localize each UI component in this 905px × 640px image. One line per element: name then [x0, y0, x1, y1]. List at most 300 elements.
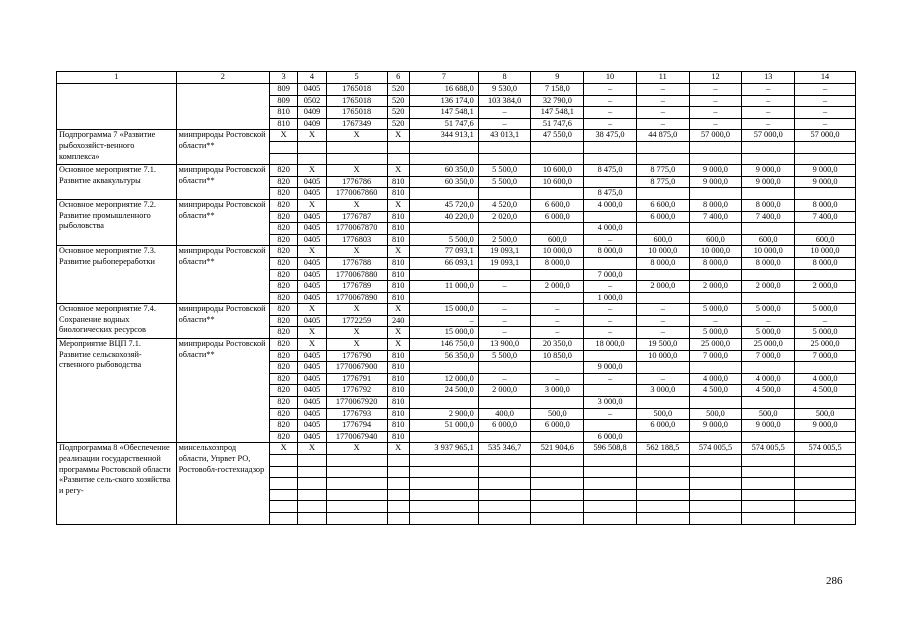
value-cell: 810: [387, 188, 409, 200]
value-cell: 820: [269, 385, 297, 397]
value-cell: 8 000,0: [689, 257, 742, 269]
column-header: 11: [636, 72, 689, 84]
value-cell: 1770067920: [326, 397, 387, 409]
value-cell: 1776788: [326, 257, 387, 269]
value-cell: 44 875,0: [636, 130, 689, 142]
value-cell: [689, 153, 742, 165]
table-row: [57, 84, 856, 96]
value-cell: 2 000,0: [742, 281, 795, 293]
value-cell: 810: [387, 350, 409, 362]
value-cell: [478, 512, 531, 524]
value-cell: 5 000,0: [689, 304, 742, 316]
value-cell: [636, 512, 689, 524]
value-cell: [326, 489, 387, 501]
value-cell: 43 013,1: [478, 130, 531, 142]
value-cell: –: [531, 304, 584, 316]
value-cell: 25 000,0: [742, 339, 795, 351]
value-cell: 600,0: [689, 234, 742, 246]
value-cell: 1776794: [326, 420, 387, 432]
value-cell: 820: [269, 431, 297, 443]
value-cell: X: [298, 130, 326, 142]
value-cell: [689, 501, 742, 513]
value-cell: 574 005,5: [742, 443, 795, 455]
value-cell: [689, 478, 742, 490]
value-cell: 0405: [298, 234, 326, 246]
value-cell: [584, 501, 637, 513]
value-cell: X: [269, 130, 297, 142]
value-cell: –: [478, 304, 531, 316]
value-cell: 820: [269, 223, 297, 235]
value-cell: X: [298, 199, 326, 211]
value-cell: 4 000,0: [689, 373, 742, 385]
value-cell: X: [298, 443, 326, 455]
value-cell: 9 000,0: [742, 420, 795, 432]
value-cell: 51 747,6: [409, 118, 478, 130]
value-cell: 24 500,0: [409, 385, 478, 397]
value-cell: 38 475,0: [584, 130, 637, 142]
value-cell: [531, 501, 584, 513]
value-cell: X: [326, 130, 387, 142]
value-cell: [409, 455, 478, 467]
value-cell: [409, 489, 478, 501]
value-cell: [584, 512, 637, 524]
value-cell: 4 500,0: [742, 385, 795, 397]
value-cell: 500,0: [795, 408, 856, 420]
value-cell: 810: [387, 420, 409, 432]
value-cell: [584, 153, 637, 165]
value-cell: [584, 257, 637, 269]
value-cell: 0405: [298, 223, 326, 235]
value-cell: [409, 153, 478, 165]
value-cell: [584, 211, 637, 223]
value-cell: 0405: [298, 420, 326, 432]
value-cell: [478, 292, 531, 304]
value-cell: 60 350,0: [409, 165, 478, 177]
value-cell: [689, 362, 742, 374]
value-cell: –: [584, 315, 637, 327]
value-cell: [531, 269, 584, 281]
value-cell: 19 093,1: [478, 246, 531, 258]
value-cell: 600,0: [531, 234, 584, 246]
value-cell: 0405: [298, 211, 326, 223]
value-cell: [689, 223, 742, 235]
column-header: 7: [409, 72, 478, 84]
value-cell: [689, 431, 742, 443]
value-cell: 1776792: [326, 385, 387, 397]
value-cell: –: [584, 281, 637, 293]
value-cell: 1776803: [326, 234, 387, 246]
value-cell: 10 000,0: [636, 246, 689, 258]
value-cell: –: [584, 327, 637, 339]
value-cell: 7 400,0: [689, 211, 742, 223]
value-cell: 8 000,0: [795, 257, 856, 269]
value-cell: 0502: [298, 95, 326, 107]
value-cell: 10 600,0: [531, 165, 584, 177]
value-cell: 820: [269, 350, 297, 362]
value-cell: 0405: [298, 315, 326, 327]
value-cell: [689, 489, 742, 501]
value-cell: 820: [269, 176, 297, 188]
value-cell: 45 720,0: [409, 199, 478, 211]
value-cell: 0405: [298, 176, 326, 188]
value-cell: [531, 188, 584, 200]
value-cell: [795, 188, 856, 200]
table-row: [57, 339, 856, 351]
executor-cell: минприроды Ростовской области**: [176, 304, 269, 339]
value-cell: 521 904,6: [531, 443, 584, 455]
value-cell: [636, 269, 689, 281]
value-cell: 0405: [298, 269, 326, 281]
value-cell: –: [584, 84, 637, 96]
value-cell: [742, 141, 795, 153]
value-cell: 1770067870: [326, 223, 387, 235]
value-cell: 10 000,0: [795, 246, 856, 258]
value-cell: [795, 292, 856, 304]
budget-table: [56, 71, 856, 525]
value-cell: [409, 512, 478, 524]
value-cell: –: [636, 95, 689, 107]
value-cell: [531, 141, 584, 153]
table-row: [57, 199, 856, 211]
value-cell: [795, 153, 856, 165]
value-cell: 57 000,0: [795, 130, 856, 142]
value-cell: [409, 362, 478, 374]
value-cell: 146 750,0: [409, 339, 478, 351]
value-cell: [636, 292, 689, 304]
value-cell: [742, 455, 795, 467]
value-cell: 520: [387, 118, 409, 130]
value-cell: [409, 223, 478, 235]
value-cell: X: [269, 443, 297, 455]
value-cell: –: [742, 107, 795, 119]
value-cell: –: [689, 118, 742, 130]
column-header: 6: [387, 72, 409, 84]
value-cell: –: [584, 118, 637, 130]
value-cell: [584, 420, 637, 432]
value-cell: 500,0: [531, 408, 584, 420]
value-cell: 500,0: [689, 408, 742, 420]
value-cell: [531, 431, 584, 443]
value-cell: 0405: [298, 257, 326, 269]
value-cell: 136 174,0: [409, 95, 478, 107]
value-cell: 820: [269, 269, 297, 281]
value-cell: [387, 466, 409, 478]
value-cell: X: [298, 327, 326, 339]
value-cell: 7 000,0: [795, 350, 856, 362]
value-cell: [795, 455, 856, 467]
executor-cell: [176, 84, 269, 130]
value-cell: –: [689, 107, 742, 119]
table-row: [57, 304, 856, 316]
value-cell: 11 000,0: [409, 281, 478, 293]
value-cell: 12 000,0: [409, 373, 478, 385]
value-cell: 500,0: [636, 408, 689, 420]
value-cell: 8 775,0: [636, 176, 689, 188]
value-cell: 7 400,0: [795, 211, 856, 223]
value-cell: [742, 489, 795, 501]
value-cell: X: [387, 165, 409, 177]
value-cell: 4 500,0: [689, 385, 742, 397]
value-cell: 810: [387, 362, 409, 374]
value-cell: 6 000,0: [636, 420, 689, 432]
value-cell: 9 530,0: [478, 84, 531, 96]
value-cell: 6 000,0: [531, 211, 584, 223]
value-cell: 1770067900: [326, 362, 387, 374]
program-name-cell: Основное мероприятие 7.3. Развитие рыбопереработки: [57, 246, 177, 304]
value-cell: [387, 512, 409, 524]
value-cell: X: [387, 327, 409, 339]
value-cell: –: [409, 315, 478, 327]
column-header: 1: [57, 72, 177, 84]
program-name-cell: Основное мероприятие 7.1. Развитие аквакультуры: [57, 165, 177, 200]
value-cell: [689, 397, 742, 409]
value-cell: [409, 431, 478, 443]
value-cell: X: [326, 304, 387, 316]
value-cell: –: [742, 95, 795, 107]
value-cell: 0409: [298, 107, 326, 119]
value-cell: 15 000,0: [409, 327, 478, 339]
value-cell: [531, 153, 584, 165]
value-cell: X: [387, 339, 409, 351]
value-cell: 820: [269, 188, 297, 200]
value-cell: 820: [269, 327, 297, 339]
value-cell: 8 000,0: [636, 257, 689, 269]
value-cell: –: [636, 84, 689, 96]
value-cell: 810: [387, 269, 409, 281]
value-cell: 3 000,0: [584, 397, 637, 409]
value-cell: 810: [387, 373, 409, 385]
column-header: 13: [742, 72, 795, 84]
value-cell: 0405: [298, 281, 326, 293]
value-cell: X: [298, 304, 326, 316]
value-cell: 810: [387, 408, 409, 420]
value-cell: 5 500,0: [478, 165, 531, 177]
value-cell: [636, 455, 689, 467]
value-cell: 6 600,0: [636, 199, 689, 211]
value-cell: [689, 512, 742, 524]
value-cell: 1776786: [326, 176, 387, 188]
value-cell: 1776790: [326, 350, 387, 362]
value-cell: –: [636, 373, 689, 385]
value-cell: –: [742, 118, 795, 130]
value-cell: 1765018: [326, 95, 387, 107]
value-cell: [689, 141, 742, 153]
value-cell: [636, 362, 689, 374]
value-cell: [795, 431, 856, 443]
value-cell: –: [742, 315, 795, 327]
value-cell: [478, 501, 531, 513]
value-cell: 1765018: [326, 84, 387, 96]
value-cell: 2 500,0: [478, 234, 531, 246]
value-cell: 820: [269, 257, 297, 269]
value-cell: 0405: [298, 408, 326, 420]
value-cell: –: [478, 118, 531, 130]
value-cell: 810: [387, 176, 409, 188]
value-cell: 8 475,0: [584, 188, 637, 200]
value-cell: [478, 188, 531, 200]
value-cell: 0405: [298, 373, 326, 385]
column-header: 10: [584, 72, 637, 84]
value-cell: [795, 489, 856, 501]
value-cell: [478, 269, 531, 281]
value-cell: [795, 466, 856, 478]
value-cell: 1776787: [326, 211, 387, 223]
value-cell: 6 600,0: [531, 199, 584, 211]
value-cell: 7 000,0: [584, 269, 637, 281]
value-cell: 0405: [298, 292, 326, 304]
value-cell: –: [531, 373, 584, 385]
value-cell: 820: [269, 397, 297, 409]
executor-cell: минсельхозпрод области, Упрвет РО, Ростовобл-гостехнадзор: [176, 443, 269, 524]
value-cell: [584, 141, 637, 153]
table-row: [57, 443, 856, 455]
value-cell: X: [326, 246, 387, 258]
value-cell: [742, 466, 795, 478]
column-header: 12: [689, 72, 742, 84]
value-cell: 1776789: [326, 281, 387, 293]
table-row: [57, 246, 856, 258]
value-cell: 809: [269, 95, 297, 107]
value-cell: [742, 512, 795, 524]
value-cell: 19 093,1: [478, 257, 531, 269]
value-cell: [387, 489, 409, 501]
value-cell: [742, 292, 795, 304]
value-cell: [795, 141, 856, 153]
value-cell: 809: [269, 84, 297, 96]
value-cell: [584, 385, 637, 397]
value-cell: –: [689, 84, 742, 96]
value-cell: 820: [269, 292, 297, 304]
value-cell: [326, 466, 387, 478]
value-cell: 810: [387, 385, 409, 397]
value-cell: [636, 489, 689, 501]
value-cell: [584, 176, 637, 188]
value-cell: 8 000,0: [795, 199, 856, 211]
value-cell: [636, 153, 689, 165]
value-cell: –: [636, 118, 689, 130]
value-cell: X: [387, 443, 409, 455]
value-cell: 810: [387, 431, 409, 443]
value-cell: [269, 501, 297, 513]
value-cell: 0405: [298, 362, 326, 374]
executor-cell: минприроды Ростовской области**: [176, 130, 269, 165]
value-cell: [478, 153, 531, 165]
value-cell: [636, 478, 689, 490]
value-cell: [584, 455, 637, 467]
value-cell: –: [478, 315, 531, 327]
value-cell: 9 000,0: [584, 362, 637, 374]
value-cell: 596 508,8: [584, 443, 637, 455]
value-cell: [326, 512, 387, 524]
value-cell: [409, 292, 478, 304]
value-cell: [531, 397, 584, 409]
value-cell: [531, 292, 584, 304]
value-cell: 500,0: [742, 408, 795, 420]
value-cell: 66 093,1: [409, 257, 478, 269]
value-cell: 4 500,0: [795, 385, 856, 397]
value-cell: 7 000,0: [689, 350, 742, 362]
value-cell: 57 000,0: [689, 130, 742, 142]
value-cell: 3 000,0: [636, 385, 689, 397]
value-cell: [478, 431, 531, 443]
value-cell: 1765018: [326, 107, 387, 119]
value-cell: [409, 501, 478, 513]
value-cell: 2 000,0: [689, 281, 742, 293]
value-cell: 4 520,0: [478, 199, 531, 211]
value-cell: [298, 466, 326, 478]
value-cell: 820: [269, 315, 297, 327]
value-cell: [409, 141, 478, 153]
value-cell: [531, 455, 584, 467]
value-cell: [387, 141, 409, 153]
value-cell: –: [584, 408, 637, 420]
value-cell: 9 000,0: [742, 165, 795, 177]
value-cell: 5 500,0: [478, 350, 531, 362]
value-cell: [478, 223, 531, 235]
value-cell: 2 900,0: [409, 408, 478, 420]
value-cell: [478, 478, 531, 490]
value-cell: [478, 362, 531, 374]
value-cell: [269, 466, 297, 478]
value-cell: 8 000,0: [742, 199, 795, 211]
value-cell: [742, 269, 795, 281]
value-cell: [636, 501, 689, 513]
value-cell: –: [795, 95, 856, 107]
header-row: [57, 72, 856, 84]
value-cell: [584, 350, 637, 362]
value-cell: –: [689, 95, 742, 107]
value-cell: 6 000,0: [584, 431, 637, 443]
value-cell: 1770067890: [326, 292, 387, 304]
value-cell: –: [584, 107, 637, 119]
value-cell: 810: [269, 107, 297, 119]
value-cell: –: [584, 373, 637, 385]
value-cell: [636, 188, 689, 200]
value-cell: [298, 478, 326, 490]
value-cell: 600,0: [795, 234, 856, 246]
value-cell: 8 000,0: [584, 246, 637, 258]
value-cell: [478, 455, 531, 467]
value-cell: 600,0: [742, 234, 795, 246]
program-name-cell: Подпрограмма 7 «Развитие рыбохозяйст-венного комплекса»: [57, 130, 177, 165]
program-name-cell: Основное мероприятие 7.2. Развитие промышленного рыболовства: [57, 199, 177, 245]
value-cell: [326, 501, 387, 513]
value-cell: 820: [269, 362, 297, 374]
value-cell: –: [689, 315, 742, 327]
value-cell: 0409: [298, 118, 326, 130]
value-cell: [689, 188, 742, 200]
value-cell: 1 000,0: [584, 292, 637, 304]
value-cell: [298, 489, 326, 501]
value-cell: 810: [387, 211, 409, 223]
value-cell: 520: [387, 107, 409, 119]
value-cell: 5 500,0: [409, 234, 478, 246]
table-body: [57, 84, 856, 525]
value-cell: 15 000,0: [409, 304, 478, 316]
value-cell: [387, 455, 409, 467]
value-cell: [742, 478, 795, 490]
value-cell: [531, 478, 584, 490]
value-cell: 820: [269, 408, 297, 420]
value-cell: 520: [387, 95, 409, 107]
column-header: 14: [795, 72, 856, 84]
value-cell: [742, 188, 795, 200]
value-cell: 535 346,7: [478, 443, 531, 455]
value-cell: –: [478, 373, 531, 385]
value-cell: [531, 362, 584, 374]
value-cell: –: [478, 281, 531, 293]
value-cell: 2 020,0: [478, 211, 531, 223]
